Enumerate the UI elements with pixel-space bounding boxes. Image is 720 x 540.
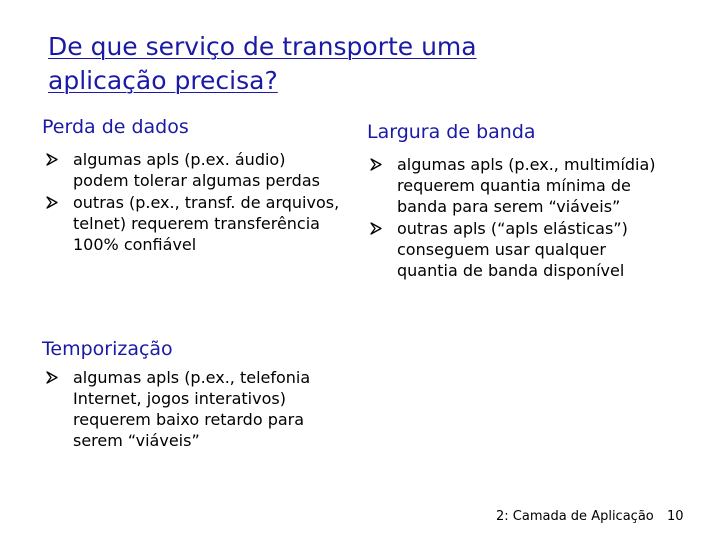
- list-largura-de-banda: [370, 154, 660, 282]
- title-line-2: aplicação precisa?: [48, 66, 278, 95]
- list-item: algumas apls (p.ex. áudio) podem tolerar algumas perdas: [46, 149, 341, 191]
- list-item: outras (p.ex., transf. de arquivos, telnet) requerem transferência 100% confiável: [46, 192, 341, 255]
- arrowhead-icon: [46, 371, 58, 384]
- heading-largura-de-banda: Largura de banda: [367, 121, 536, 143]
- arrowhead-icon: [46, 196, 58, 209]
- list-item: outras apls (“apls elásticas”) conseguem usar qualquer quantia de banda disponível: [370, 218, 660, 281]
- list-temporizacao: [46, 367, 336, 452]
- slide-title: [48, 30, 648, 98]
- heading-temporizacao: Temporização: [42, 338, 173, 360]
- list-item: algumas apls (p.ex., telefonia Internet, jogos interativos) requerem baixo retardo para serem “viáveis”: [46, 367, 336, 451]
- footer-label: 2: Camada de Aplicação: [496, 509, 654, 524]
- arrowhead-icon: [370, 222, 382, 235]
- arrowhead-icon: [46, 153, 58, 166]
- arrowhead-icon: [370, 158, 382, 171]
- title-line-1: De que serviço de transporte uma: [48, 32, 477, 61]
- heading-perda-de-dados: Perda de dados: [42, 116, 189, 138]
- list-item: algumas apls (p.ex., multimídia) requerem quantia mínima de banda para serem “viáveis”: [370, 154, 660, 217]
- page-number: 10: [667, 509, 684, 524]
- list-perda-de-dados: [46, 149, 341, 256]
